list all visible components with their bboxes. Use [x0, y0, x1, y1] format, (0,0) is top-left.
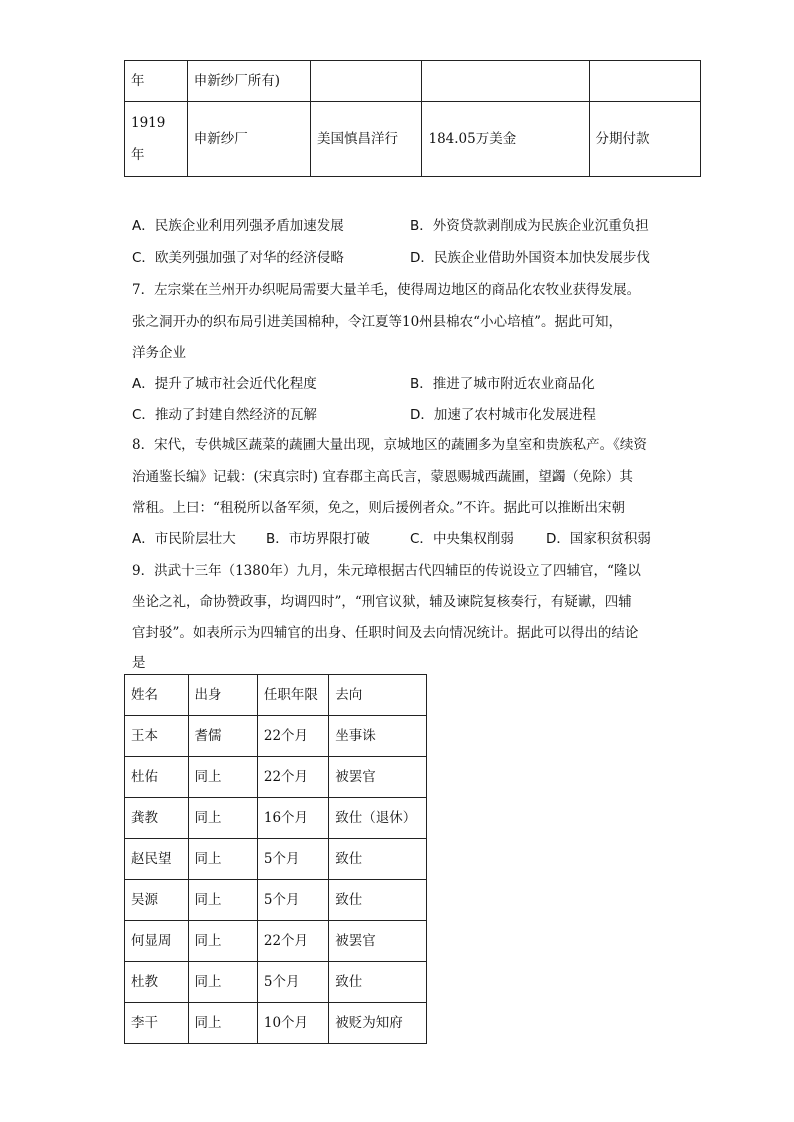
- q8-option-b[interactable]: B．市坊界限打破: [266, 531, 370, 547]
- q8-option-a[interactable]: A．市民阶层壮大: [132, 531, 236, 547]
- table-row: [125, 102, 701, 177]
- table-row: [125, 716, 427, 757]
- table-cell: 22个月: [257, 921, 328, 962]
- q7-stem-line: 洋务企业: [132, 345, 186, 361]
- table-cell: 美国慎昌洋行: [311, 102, 422, 177]
- table-row: [125, 839, 427, 880]
- q9-stem-line: 坐论之礼，命协赞政事，均调四时”，“刑官议狱，辅及谏院复核奏行，有疑谳，四辅: [132, 594, 632, 610]
- table-cell: 5个月: [257, 962, 328, 1003]
- table-cell: 耆儒: [188, 716, 257, 757]
- table-cell: 龚教: [125, 798, 189, 839]
- table-header-cell: 去向: [329, 675, 427, 716]
- table-cell: 坐事诛: [329, 716, 427, 757]
- table-cell: 年: [125, 61, 188, 102]
- table-header-row: [125, 675, 427, 716]
- table-cell: 22个月: [257, 757, 328, 798]
- table-row: [125, 921, 427, 962]
- q8-stem-line: 治通鉴长编》记载：(宋真宗时) 宜春郡主高氏言，蒙恩赐城西蔬圃，望蠲（免除）其: [132, 469, 633, 485]
- table-cell: 16个月: [257, 798, 328, 839]
- table-cell: 被罢官: [329, 921, 427, 962]
- table-cell: 同上: [188, 880, 257, 921]
- q6-option-a[interactable]: A．民族企业利用列强矛盾加速发展: [132, 218, 344, 234]
- table-cell: 李干: [125, 1003, 189, 1044]
- table-cell: 5个月: [257, 880, 328, 921]
- q9-stem-line: 是: [132, 655, 146, 671]
- table-row: [125, 962, 427, 1003]
- q8-option-d[interactable]: D．国家积贫积弱: [546, 531, 651, 547]
- q7-option-a[interactable]: A．提升了城市社会近代化程度: [132, 376, 317, 392]
- table-header-cell: 姓名: [125, 675, 189, 716]
- q7-stem-line: 7．左宗棠在兰州开办织呢局需要大量羊毛，使得周边地区的商品化农牧业获得发展。: [132, 282, 641, 298]
- q6-option-b[interactable]: B．外资贷款剥削成为民族企业沉重负担: [410, 218, 649, 234]
- year-part: 1919: [131, 115, 166, 131]
- table-row: [125, 798, 427, 839]
- q8-stem-line: 8．宋代，专供城区蔬菜的蔬圃大量出现，京城地区的蔬圃多为皇室和贵族私产。《续资: [132, 437, 647, 453]
- loan-table: [124, 60, 701, 177]
- table-cell: 同上: [188, 962, 257, 1003]
- table-header-cell: 出身: [188, 675, 257, 716]
- table-cell: [311, 61, 422, 102]
- table-cell: 同上: [188, 798, 257, 839]
- table-cell: 杜教: [125, 962, 189, 1003]
- table-cell: 致仕: [329, 880, 427, 921]
- table-cell: 赵民望: [125, 839, 189, 880]
- table-cell: 被贬为知府: [329, 1003, 427, 1044]
- q8-stem-line: 常租。上曰：“租税所以备军须，免之，则后援例者众。”不许。据此可以推断出宋朝: [132, 500, 626, 516]
- table-cell: 10个月: [257, 1003, 328, 1044]
- table-cell: [589, 61, 700, 102]
- table-cell-year: [125, 102, 188, 177]
- table-cell: 吴源: [125, 880, 189, 921]
- table-cell: [422, 61, 589, 102]
- table-cell: 同上: [188, 757, 257, 798]
- table-row: [125, 880, 427, 921]
- table-cell: 何显周: [125, 921, 189, 962]
- table-cell: 被罢官: [329, 757, 427, 798]
- table-cell: 5个月: [257, 839, 328, 880]
- q9-stem-line: 官封驳”。如表所示为四辅官的出身、任职时间及去向情况统计。据此可以得出的结论: [132, 625, 639, 641]
- table-cell: 王本: [125, 716, 189, 757]
- table-row: [125, 757, 427, 798]
- table-cell: 184.05万美金: [422, 102, 589, 177]
- table-cell: 申新纱厂: [187, 102, 310, 177]
- year-part: 年: [131, 147, 145, 163]
- q7-option-c[interactable]: C．推动了封建自然经济的瓦解: [132, 407, 317, 423]
- table-cell: 申新纱厂所有): [187, 61, 310, 102]
- table-cell: 分期付款: [589, 102, 700, 177]
- table-cell: 22个月: [257, 716, 328, 757]
- table-cell: 同上: [188, 839, 257, 880]
- q6-option-d[interactable]: D．民族企业借助外国资本加快发展步伐: [410, 250, 650, 266]
- table-cell: 致仕: [329, 962, 427, 1003]
- table-cell: 致仕（退休）: [329, 798, 427, 839]
- q9-stem-line: 9．洪武十三年（1380年）九月，朱元璋根据古代四辅臣的传说设立了四辅官，“隆以: [132, 563, 641, 579]
- table-cell: 同上: [188, 1003, 257, 1044]
- table-row: [125, 1003, 427, 1044]
- table-cell: 杜佑: [125, 757, 189, 798]
- table-cell: 同上: [188, 921, 257, 962]
- table-row: [125, 61, 701, 102]
- advisor-table: [124, 674, 427, 1044]
- q7-stem-line: 张之洞开办的织布局引进美国棉种，令江夏等10州县棉农“小心培植”。据此可知，: [132, 314, 622, 330]
- q7-option-d[interactable]: D．加速了农村城市化发展进程: [410, 407, 596, 423]
- q8-option-c[interactable]: C．中央集权削弱: [410, 531, 514, 547]
- table-cell: 致仕: [329, 839, 427, 880]
- table-header-cell: 任职年限: [257, 675, 328, 716]
- q7-option-b[interactable]: B．推进了城市附近农业商品化: [410, 376, 595, 392]
- q6-option-c[interactable]: C．欧美列强加强了对华的经济侵略: [132, 250, 344, 266]
